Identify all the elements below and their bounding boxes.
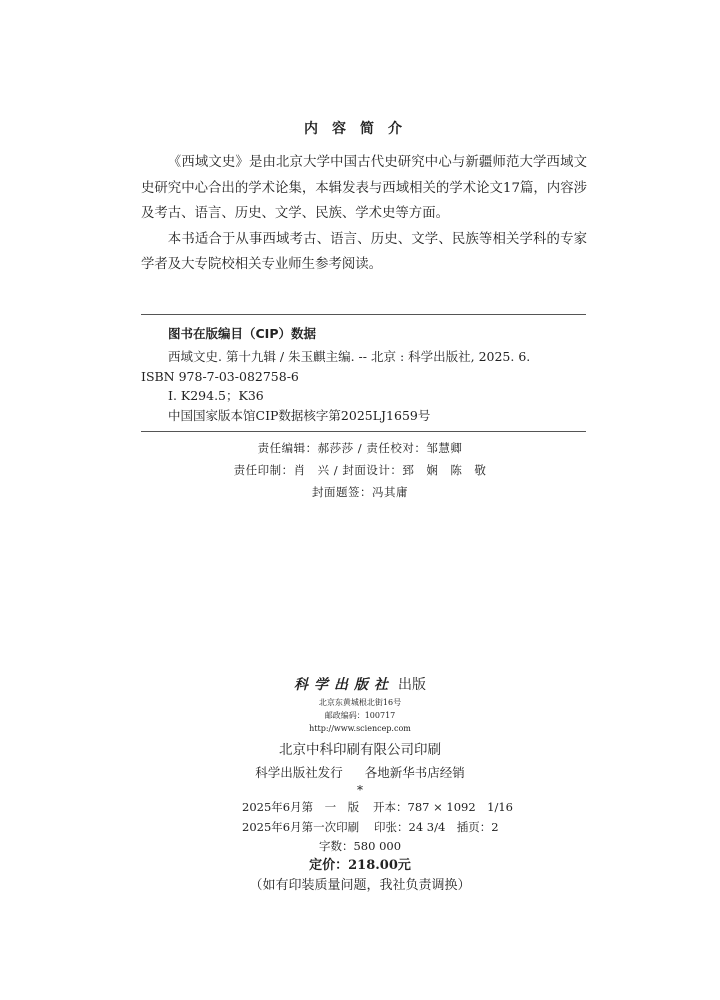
- publisher-website: http://www.sciencep.com: [309, 724, 411, 733]
- printer: 北京中科印刷有限公司印刷: [279, 742, 441, 758]
- distribution: [0, 763, 720, 781]
- publisher-logo: [0, 674, 720, 694]
- credit-cover-title: 封面题签：冯其庸: [312, 485, 408, 499]
- price: 定价：218.00元: [309, 858, 411, 873]
- publisher-logo-text: 科学出版社: [294, 677, 394, 693]
- cip-data: [141, 347, 591, 425]
- credits: [0, 437, 720, 503]
- intro-paragraph: 本书适合于从事西域考古、语言、历史、文学、民族等相关学科的专家学者及大专院校相关专业师生参考阅读。: [141, 231, 587, 272]
- quality-note: （如有印装质量问题，我社负责调换）: [249, 878, 471, 893]
- separator-asterisk: *: [357, 783, 363, 797]
- publisher-address: 北京东黄城根北街16号: [318, 698, 402, 707]
- cip-record-number: 中国国家版本馆CIP数据核字第2025LJ1659号: [168, 407, 431, 423]
- format: 开本：787 × 1092 1/16: [373, 800, 513, 814]
- credit-production: 责任印制：肖 兴 / 封面设计：郅 娴 陈 敬: [233, 463, 487, 477]
- sheets: 印张：24 3/4 插页：2: [374, 820, 499, 834]
- cip-bottom-rule: [141, 431, 586, 432]
- cip-top-rule: [141, 314, 586, 315]
- cip-title-line: 西域文史. 第十九辑 / 朱玉麒主编. -- 北京 : 科学出版社, 2025. 6.: [168, 349, 531, 364]
- word-count: 字数：580 000: [318, 839, 402, 853]
- publisher-logo-suffix: 出版: [398, 677, 426, 693]
- cip-isbn: ISBN 978-7-03-082758-6: [141, 368, 299, 384]
- impression: 2025年6月第一次印刷: [242, 820, 360, 834]
- intro-title: 内容简介: [304, 121, 416, 137]
- cip-classification: Ⅰ. K294.5；K36: [168, 388, 264, 403]
- publisher-postcode: 邮政编码：100717: [324, 711, 396, 720]
- seller: 各地新华书店经销: [364, 765, 465, 780]
- intro-text: [141, 150, 587, 278]
- intro-paragraph: 《西域文史》是由北京大学中国古代史研究中心与新疆师范大学西域文史研究中心合出的学术论集，本辑发表与西域相关的学术论文17篇，内容涉及考古、语言、历史、文学、民族、学术史等方面。: [141, 155, 587, 221]
- edition: 2025年6月第 一 版: [242, 800, 360, 814]
- distributor: 科学出版社发行: [255, 765, 343, 780]
- credit-editors: 责任编辑：郝莎莎 / 责任校对：邹慧卿: [257, 441, 463, 455]
- cip-heading: 图书在版编目（CIP）数据: [168, 326, 316, 341]
